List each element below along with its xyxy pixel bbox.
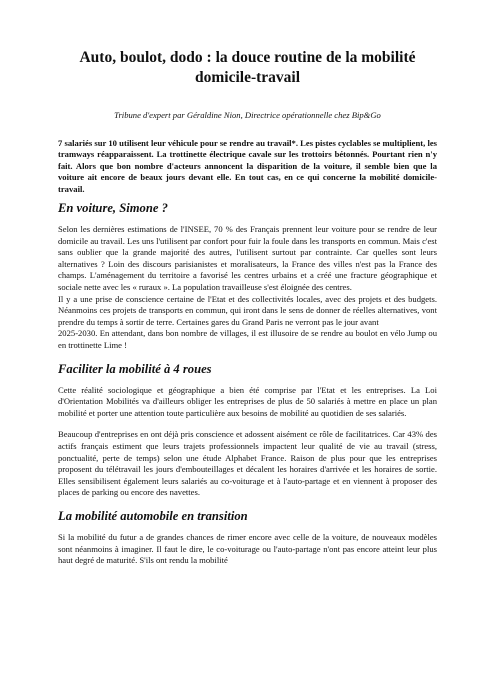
section-heading: Faciliter la mobilité à 4 roues: [58, 361, 212, 376]
section-mobilite-transition: [58, 509, 437, 567]
document-title: Auto, boulot, dodo : la douce routine de la mobilité domicile-travail: [79, 49, 416, 86]
paragraph: Selon les dernières estimations de l'INSEE, 70 % des Français prennent leur voiture pour se rendre de leur domicile au travail. Les uns l'utilisent par confort pour fuir la foule dans les transports en commun. Mais c'est sans oublier que la grande majorité des autres, l'utilisent surtout par contrainte. Car quelles sont leurs alternatives ? Loin des discours parisianistes et moralisateurs, la France des villes n'est pas la France des champs. L'aménagement du territoire a favorisé les centres urbains et a créé une fracture géographique et sociale nette avec les « ruraux ». La population travailleuse s'est éloignée des centres.: [58, 224, 437, 292]
section-heading: La mobilité automobile en transition: [58, 508, 248, 523]
section-en-voiture: [58, 201, 437, 352]
paragraph: Il y a une prise de conscience certaine de l'Etat et des collectivités locales, avec des projets et des budgets. Néanmoins ces projets de transports en commun, qui iront dans le sens de donner de réelles alternatives, vont prendre du temps à sortir de terre. Certaines gares du Grand Paris ne verront pas le jour avant: [58, 293, 437, 327]
paragraph: 2025-2030. En attendant, dans bon nombre de villages, il est illusoire de se rendre au boulot en vélo Jump ou en trottinette Lime !: [58, 328, 437, 350]
lead-paragraph: 7 salariés sur 10 utilisent leur véhicule pour se rendre au travail*. Les pistes cyclables se multiplient, les tramways réapparaissent. La trottinette électrique cavale sur les trottoirs bétonnés. Pourtant rien n'y fait. Alors que bon nombre d'acteurs annoncent la disparition de la voiture, il semble bien que la voiture ait encore de beaux jours devant elle. En tout cas, en ce qui concerne la mobilité domicile-travail.: [58, 138, 437, 194]
byline: Tribune d'expert par Géraldine Nion, Directrice opérationnelle chez Bip&Go: [114, 110, 381, 120]
paragraph: Si la mobilité du futur a de grandes chances de rimer encore avec celle de la voiture, de nouveaux modèles sont néanmoins à imaginer. Il faut le dire, le co-voiturage ou l'auto-partage n'ont pas encore atteint leur plus haut degré de maturité. S'ils ont rendu la mobilité: [58, 531, 437, 566]
section-faciliter-mobilite: [58, 362, 437, 499]
paragraph: Beaucoup d'entreprises en ont déjà pris conscience et adossent aisément ce rôle de facilitatrices. Car 43% des actifs français estiment que leurs trajets professionnels impactent leur qualité de vie au travail (stress, ponctualité, perte de temps) selon une étude Alphabet France. Raison de plus pour que les entreprises proposent du télétravail les jours d'embouteillages et décalent les horaires d'arrivée et les horaires de sortie. Elles sensibilisent également leurs salariés au co-voiturage et à l'auto-partage et en viennent à proposer des places de parking ou encore des navettes.: [58, 429, 437, 498]
section-heading: En voiture, Simone ?: [58, 201, 168, 216]
paragraph: Cette réalité sociologique et géographique a bien été comprise par l'Etat et les entreprises. La Loi d'Orientation Mobilités va d'ailleurs obliger les entreprises de plus de 50 salariés à mettre en place un plan mobilité et porter une attention toute particulière aux besoins de mobilité au quotidien de ses salariés.: [58, 384, 437, 418]
